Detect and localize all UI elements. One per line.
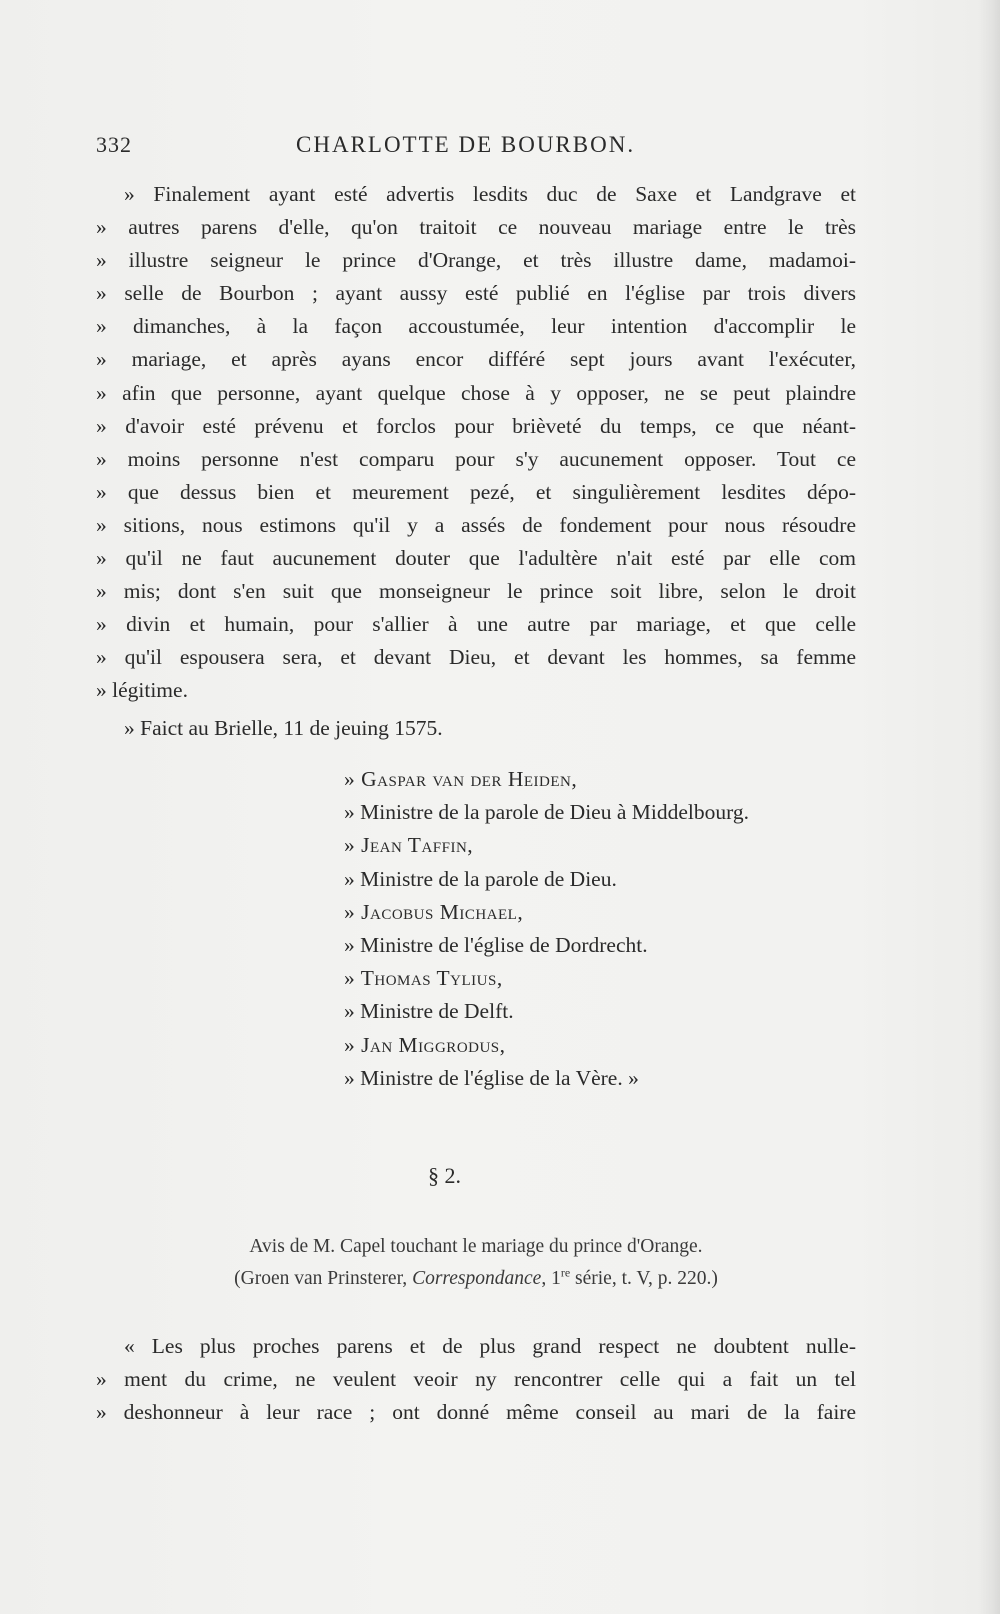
source-suffix: série, t. V, p. 220.) [570,1268,718,1289]
text-line: « Les plus proches parens et de plus grand respect ne doubtent nulle- [124,1334,856,1358]
signatory-role: » Ministre de l'église de la Vère. » [344,1065,639,1090]
signatory-name: » Jan Miggrodus, [344,1032,506,1057]
text-line: » ment du crime, ne veulent veoir ny rencontrer celle qui a fait un tel [96,1367,856,1392]
date-line: » Faict au Brielle, 11 de jeuing 1575. [124,716,443,740]
text-line: » moins personne n'est comparu pour s'y aucunement opposer. Tout ce [96,446,856,471]
signatory-name: » Thomas Tylius, [344,966,503,991]
section-caption: Avis de M. Capel touchant le mariage du prince d'Orange. [249,1236,703,1257]
source-title: Correspondance [412,1268,542,1289]
body-paragraph [96,178,856,708]
text-line: » qu'il espousera sera, et devant Dieu, et devant les hommes, sa femme [96,645,856,670]
source-series: , 1 [541,1268,561,1289]
signatory-name: » Jacobus Michael, [344,899,524,924]
running-title: CHARLOTTE DE BOURBON. [296,132,636,157]
text-line: » sitions, nous estimons qu'il y a assés de fondement pour nous résoudre [96,512,856,537]
source-series-superscript: re [560,1265,571,1280]
section-source [96,1265,856,1290]
signatory-role: » Ministre de la parole de Dieu. [344,866,617,891]
page-edge-shadow [978,0,1000,1614]
text-line: » d'avoir esté prévenu et forclos pour brièveté du temps, ce que néant- [96,413,856,438]
text-line: » Finalement ayant esté advertis lesdits duc de Saxe et Landgrave et [124,182,856,206]
section-heading: § 2. [428,1163,461,1188]
text-line: » selle de Bourbon ; ayant aussy esté publié en l'église par trois divers [96,281,856,306]
text-line: » dimanches, à la façon accoustumée, leur intention d'accomplir le [96,314,856,339]
text-line: » autres parens d'elle, qu'on traitoit ce nouveau mariage entre le très [96,215,856,240]
signatory-name: » Gaspar van der Heiden, [344,767,578,791]
page-number: 332 [96,132,132,157]
text-line: » mis; dont s'en suit que monseigneur le prince soit libre, selon le droit [96,579,856,604]
running-head [96,132,856,164]
signature-block [344,763,864,1095]
text-line: » illustre seigneur le prince d'Orange, et très illustre dame, madamoi- [96,248,856,273]
text-line: » divin et humain, pour s'allier à une autre par mariage, et que celle [96,612,856,637]
signatory-role: » Ministre de la parole de Dieu à Middelbourg. [344,800,750,825]
signatory-name: » Jean Taffin, [344,833,474,858]
text-line: » afin que personne, ayant quelque chose à y opposer, ne se peut plaindre [96,380,856,405]
text-line: » qu'il ne faut aucunement douter que l'adultère n'ait esté par elle com [96,546,856,571]
source-prefix: (Groen van Prinsterer, [234,1268,413,1289]
quote-paragraph [96,1330,856,1429]
signatory-role: » Ministre de Delft. [344,999,514,1024]
text-line: » mariage, et après ayans encor différé sept jours avant l'exécuter, [96,347,856,372]
text-line: » légitime. [96,678,188,703]
text-line: » deshonneur à leur race ; ont donné même conseil au mari de la faire [96,1400,856,1425]
text-line: » que dessus bien et meurement pezé, et singulièrement lesdites dépo- [96,479,856,504]
signatory-role: » Ministre de l'église de Dordrecht. [344,932,648,957]
